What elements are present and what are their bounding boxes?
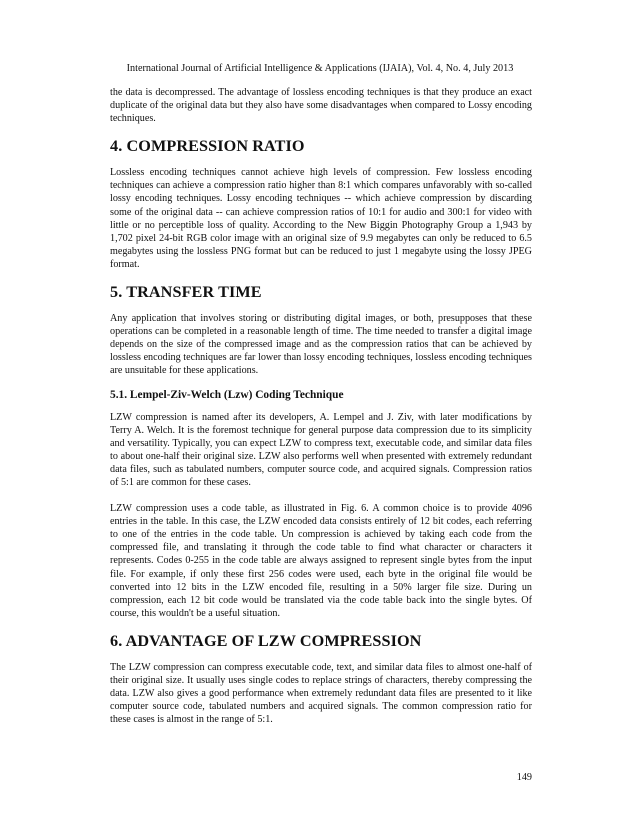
running-header: International Journal of Artificial Intelligence & Applications (IJAIA), Vol. 4, No. 4, July 2013 xyxy=(126,63,514,74)
section-6-heading: 6. ADVANTAGE OF LZW COMPRESSION xyxy=(110,631,422,650)
section-5-1-paragraph-2: LZW compression uses a code table, as illustrated in Fig. 6. A common choice is to provide 4096 entries in the table. In this case, the LZW encoded data consists entirely of 12 bit codes, each referring to one of the entries in the code table. Un compression is achieved by taking each code from the compressed file, and translating it through the code table to find what character or characters it represents. Codes 0-255 in the code table are always assigned to represent single bytes from the input file. For example, if only these first 256 codes were used, each byte in the original file would be converted into 12 bits in the LZW encoded file, resulting in a 50% larger file size. During un compression, each 12 bit code would be translated via the code table back into the single bytes. Of course, this wouldn't be a useful situation. xyxy=(110,503,532,619)
section-5-paragraph: Any application that involves storing or distributing digital images, or both, presupposes that these operations can be completed in a reasonable length of time. The time needed to transfer a digital image depends on the size of the compressed image and as the compression ratios that can be achieved by lossless encoding techniques are far lower than lossy encoding techniques, lossless encoding techniques are unsuitable for these applications. xyxy=(110,313,532,377)
section-6-paragraph: The LZW compression can compress executable code, text, and similar data files to almost one-half of their original size. It usually uses single codes to replace strings of characters, thereby compressing the data. LZW also gives a good performance when extremely redundant data files are presented to it like computer source code, tabulated numbers and acquired signals. The common compression ratio for these cases is almost in the range of 5:1. xyxy=(110,661,532,726)
page-number: 149 xyxy=(516,772,532,783)
section-4-heading: 4. COMPRESSION RATIO xyxy=(110,137,305,156)
intro-paragraph: the data is decompressed. The advantage of lossless encoding techniques is that they produce an exact duplicate of the original data but they also have some disadvantages when compared to Lossy encoding techniques. xyxy=(110,87,532,125)
section-5-1-paragraph-1: LZW compression is named after its developers, A. Lempel and J. Ziv, with later modifications by Terry A. Welch. It is the foremost technique for general purpose data compression due to its simplicity and versatility. Typically, you can expect LZW to compress text, executable code, and similar data files to about one-half their original size. LZW also performs well when presented with extremely redundant data files, such as tabulated numbers, computer source code, and acquired signals. Compression ratios of 5:1 are common for these cases. xyxy=(110,411,532,488)
section-5-1-heading: 5.1. Lempel-Ziv-Welch (Lzw) Coding Technique xyxy=(110,388,344,401)
section-4-paragraph: Lossless encoding techniques cannot achieve high levels of compression. Few lossless encoding techniques can achieve a compression ratio higher than 8:1 which compares unfavorably with so-called lossy encoding techniques. Lossy encoding techniques -- which achieve compression by discarding some of the original data -- can achieve compression ratios of 10:1 for audio and 300:1 for video with little or no perceptible loss of quality. According to the New Biggin Photography Group a 1,943 by 1,702 pixel 24-bit RGB color image with an original size of 9.9 megabytes can only be reduced to 6.5 megabytes using the lossless PNG format but can be reduced to just 1 megabyte using the lossy JPEG format. xyxy=(110,167,532,270)
section-5-heading: 5. TRANSFER TIME xyxy=(110,283,262,302)
page-body xyxy=(110,86,532,726)
